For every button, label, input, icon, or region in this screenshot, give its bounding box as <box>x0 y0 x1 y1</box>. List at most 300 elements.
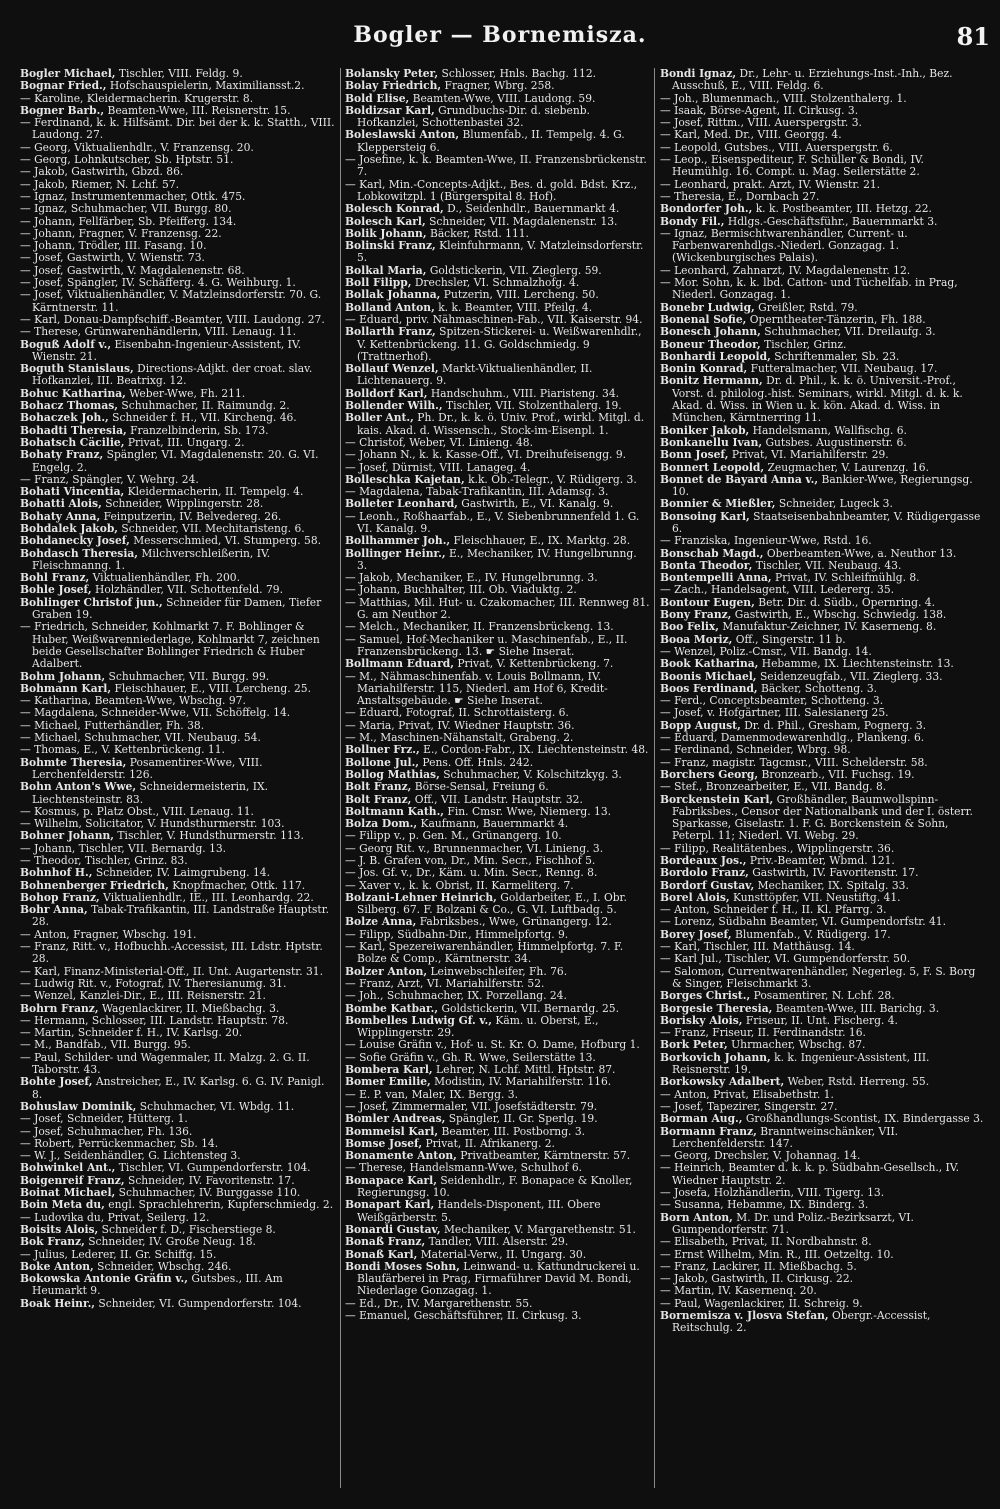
entry-details: Dr., IV. Margarethenstr. 55. <box>380 1296 533 1310</box>
entry-details: Tischler, III. Matthäusg. 14. <box>700 940 855 954</box>
entry-details: Hdlgs.-Geschäftsführ., Bauernmarkt 3. <box>724 214 938 228</box>
entry-name: Borey Josef, <box>660 927 732 941</box>
entry-details: Viktualienhdlr., V. Franzensg. 20. <box>70 140 254 154</box>
entry-details: Wagenlackirer, II. Schreig. 9. <box>700 1296 863 1310</box>
entry-details: Kleidermacherin. Krugerstr. 8. <box>83 91 254 105</box>
entry-details: p. Platz Obst., VIII. Lenaug. 11. <box>79 804 254 818</box>
entry-name: Borges Christ., <box>660 989 751 1003</box>
directory-entry <box>20 449 336 474</box>
entry-name: Bohn Anton's Wwe, <box>20 780 137 794</box>
entry-details: Schneider, VI. Gumpendorferstr. 104. <box>95 1296 302 1310</box>
directory-entry <box>20 781 336 806</box>
entry-details: Leinwand- u. Kattundruckerei u. Blaufärberei in Prag, Firmaführer David M. Bondi, Niederlage Gonzagag. 1. <box>357 1259 640 1298</box>
entry-name: — Karl, <box>20 964 61 978</box>
entry-details: Tischler, VII. Neubaug. 43. <box>752 558 902 572</box>
entry-details: Schneidermeisterin, IX. Liechtensteinstr. 83. <box>32 780 268 806</box>
entry-details: Handschuhm., VIII. Piaristeng. 34. <box>427 386 620 400</box>
entry-name: Bohatsch Cäcilie, <box>20 435 125 449</box>
directory-entry <box>345 1175 650 1200</box>
directory-entry <box>660 966 986 991</box>
entry-details: Modistin, IV. Mariahilferstr. 116. <box>430 1075 612 1089</box>
entry-name: Bork Peter, <box>660 1038 728 1052</box>
entry-details: k. k. lbd. Catton- und Tüchelfab. in Prag, Niederl. Gonzagag. 1. <box>672 276 958 302</box>
entry-details: Tischler, Grinz. <box>760 337 847 351</box>
entry-name: Boke Anton, <box>20 1259 94 1273</box>
entry-details: Beamter, III. Postborng. 3. <box>438 1124 586 1138</box>
entry-name: — Katharina, <box>20 694 92 708</box>
entry-name: — Ferdinand, <box>20 116 93 130</box>
directory-entry <box>20 1052 336 1077</box>
entry-details: Pens. Off. Hnls. 242. <box>419 755 534 769</box>
entry-name: Boll Filipp, <box>345 276 412 290</box>
entry-name: Bolik Johann, <box>345 226 427 240</box>
entry-details: Fragner, Wbrg. 258. <box>441 79 555 93</box>
entry-details: Ritt. v., Hofbuchh.-Accessist, III. Ldstr. Hptstr. 28. <box>32 940 323 966</box>
entry-details: Beamter d. k. k. p. Südbahn-Gesellsch., IV. Wiedner Hauptstr. 2. <box>672 1161 960 1187</box>
entry-details: Schilder- und Wagenmaler, II. Malzg. 2. G. II. Taborstr. 43. <box>32 1050 310 1077</box>
entry-name: — Paul, <box>20 1050 61 1064</box>
entry-details: Privat, II. Nordbahnstr. 8. <box>728 1235 872 1249</box>
entry-details: k. k. Beamter, VIII. Pfeilg. 4. <box>434 300 593 314</box>
directory-entry <box>20 117 336 142</box>
entry-name: — Robert, <box>20 1136 75 1150</box>
entry-name: — Jakob, <box>345 571 393 585</box>
entry-name: Bondi Moses Sohn, <box>345 1259 460 1273</box>
entry-name: Bonschab Magd., <box>660 546 764 560</box>
directory-entry <box>20 363 336 388</box>
entry-details: k. k. Obrist, II. Karmeliterg. 7. <box>405 878 574 892</box>
entry-details: Gutsbes., III. Am Heumarkt 9. <box>32 1272 283 1298</box>
entry-details: magistr. Tagcmsr., VIII. Schelderstr. 58. <box>708 755 928 769</box>
entry-details: Tischler, VI. Gumpendorferstr. 50. <box>721 952 911 966</box>
entry-name: — Karl, <box>660 940 701 954</box>
entry-name: Bohnhof H., <box>20 866 93 880</box>
directory-entry <box>345 412 650 437</box>
directory-entry <box>20 339 336 364</box>
entry-name: Boneur Theodor, <box>660 337 761 351</box>
entry-details: Tischler, Grinz. 83. <box>81 854 188 867</box>
entry-name: Bonnert Leopold, <box>660 460 765 474</box>
entry-details: Priv.-Beamter, Wbmd. 121. <box>746 854 895 867</box>
directory-entry <box>345 154 650 179</box>
directory-entry <box>660 68 986 93</box>
entry-details: Gastwirth, E., Wbschg. Schwiedg. 138. <box>731 608 947 622</box>
entry-details: Handelsagent, VIII. Ledererg. 35. <box>707 583 895 597</box>
entry-name: — Karl, <box>20 312 61 326</box>
directory-entry <box>20 289 336 314</box>
entry-details: priv. Nähmaschinen-Fab., VII. Kaiserstr. 94. <box>402 312 643 326</box>
entry-name: — Anton, <box>660 1087 710 1101</box>
entry-details: Buchhalter, III. Ob. Viaduktg. 2. <box>400 583 577 597</box>
entry-name: — Christof, <box>345 435 406 449</box>
entry-name: — Karl, <box>660 128 701 142</box>
entry-details: Lederer, II. Gr. Schiffg. 15. <box>67 1247 217 1261</box>
entry-details: Mil. Hut- u. Czakomacher, III. Rennweg 81. G. am Neuthor 2. <box>357 595 650 622</box>
entry-details: Dr. d. Phil., k. k. ö. Universit.-Prof., Vorst. d. philolog.-hist. Seminars, wirkl. Mitgl. d. k. k. Akad. d. Wiss. in Wien u. k. kön. Akad. d. Wiss. in München, Kärntnerring 11. <box>672 374 963 425</box>
entry-details: Blumenmach., VIII. Stolzenthalerg. 1. <box>698 91 907 105</box>
entry-details: Betr. Dir. d. Südb., Opernring. 4. <box>754 595 936 609</box>
entry-details: Knopfmacher, Ottk. 117. <box>168 878 306 892</box>
entry-details: Dr., Lehr- u. Erziehungs-Inst.-Inh., Bez. Ausschuß, E., VIII. Feldg. 6. <box>672 68 953 93</box>
entry-name: — Ferd., <box>660 694 706 708</box>
entry-name: — Georg, <box>20 140 71 154</box>
entry-details: Milchverschleißerin, IV. Fleischmanng. 1. <box>32 546 271 572</box>
entry-details: Dr., Min. Secr., Fischhof 5. <box>447 854 596 867</box>
entry-name: — Magdalena, <box>345 485 423 499</box>
entry-name: Bohl Franz, <box>20 571 90 585</box>
entry-name: Bolay Friedrich, <box>345 79 442 93</box>
entry-name: — Ed., <box>345 1296 381 1310</box>
entry-name: Bogler Michael, <box>20 68 116 80</box>
column-3 <box>660 68 986 1488</box>
entry-details: Posamentirer, N. Lchf. 28. <box>750 989 895 1003</box>
entry-name: — Anton, <box>660 903 710 917</box>
entry-details: Schuhmacher, IV. Burggasse 110. <box>115 1186 301 1200</box>
column-divider <box>340 68 341 1488</box>
entry-details: Kunsttöpfer, VII. Neustiftg. 41. <box>729 890 901 904</box>
entry-name: — Jos. Gf. v., <box>345 866 413 880</box>
entry-details: Gh. R. Wwe, Seilerstätte 13. <box>438 1050 596 1064</box>
entry-name: Bolt Franz, <box>345 792 412 806</box>
entry-name: — Georg, <box>660 1149 711 1163</box>
entry-name: Borisky Alois, <box>660 1013 743 1027</box>
entry-name: Bondi Ignaz, <box>660 68 737 80</box>
entry-details: Tandler, VIII. Alserstr. 29. <box>425 1235 569 1249</box>
entry-details: Schlosser, III. Landstr. Hauptstr. 78. <box>88 1013 289 1027</box>
entry-name: — Melch., <box>345 620 400 634</box>
entry-name: Boisits Alois, <box>20 1222 99 1236</box>
entry-details: Mechaniker, E., IV. Hungelbrunng. 3. <box>392 571 598 585</box>
entry-details: Seidenhdlr., F. Bonapace & Knoller, Regierungsg. 10. <box>357 1173 633 1200</box>
entry-details: Directions-Adjkt. der croat. slav. Hofkanzlei, III. Beatrixg. 12. <box>32 362 313 388</box>
entry-name: Bold Elise, <box>345 91 410 105</box>
entry-name: Bony Franz, <box>660 608 732 622</box>
entry-details: k. k. Ingenieur-Assistent, III. Reisnerstr. 19. <box>672 1050 930 1077</box>
entry-details: Lehrer, N. Lchf. Mittl. Hptstr. 87. <box>432 1063 616 1077</box>
entry-name: — Kosmus, <box>20 804 80 818</box>
directory-entry <box>20 597 336 622</box>
entry-name: Book Katharina, <box>660 657 759 671</box>
entry-details: Franzelbinderin, Sb. 173. <box>126 423 269 437</box>
entry-details: Off., Singerstr. 11 b. <box>732 632 846 646</box>
entry-name: — Ignaz, <box>20 202 68 216</box>
entry-name: — Leonhard, <box>660 177 730 191</box>
entry-details: Privat, Elisabethstr. 1. <box>709 1087 834 1101</box>
entry-name: Bohuc Katharina, <box>20 386 126 400</box>
entry-details: Spängler, II. Gr. Sperlg. 19. <box>445 1112 598 1126</box>
directory-entry <box>660 154 986 179</box>
directory-entry <box>20 757 336 782</box>
entry-details: Kaufmann, Bauernmarkt 4. <box>417 817 569 831</box>
entry-name: Bonaß Franz, <box>345 1235 426 1249</box>
entry-details: Solicitator, V. Hundsthurmerstr. 103. <box>81 817 285 831</box>
entry-details: Eisenbahn-Ingenieur-Assistent, IV. Wienstr. 21. <box>32 337 302 363</box>
entry-details: Fleischhauer, E., VIII. Lercheng. 25. <box>111 681 311 695</box>
entry-name: Bolansky Peter, <box>345 68 439 80</box>
directory-entry <box>660 1162 986 1187</box>
entry-name: — Franz, <box>20 940 69 954</box>
entry-details: Dr. d. Phil., Gresham, Pognerg. 3. <box>740 718 927 732</box>
directory-entry <box>345 941 650 966</box>
entry-details: Wagenlackirer, II. Mießbachg. 3. <box>98 1001 280 1015</box>
entry-details: Gastwirth, V. Wienstr. 73. <box>63 251 205 265</box>
entry-details: Schneider f. H., VII. Kircheng. 46. <box>108 411 297 425</box>
entry-details: Seidenzeugfab., VII. Zieglerg. 33. <box>756 669 943 683</box>
entry-name: Bolze Anna, <box>345 915 417 929</box>
entry-details: Eisenspediteur, F. Schüller & Bondi, IV. Heumühlg. 16. Compt. u. Mag. Seilerstätte 2. <box>672 153 924 179</box>
entry-name: Boinat Michael, <box>20 1186 116 1200</box>
entry-name: Bopp August, <box>660 718 741 732</box>
entry-details: Arzt, VI. Mariahilferstr. 52. <box>393 976 545 990</box>
entry-details: Handels-Disponent, III. Obere Weißgärberstr. 5. <box>357 1198 601 1224</box>
entry-name: Bollhammer Joh., <box>345 534 451 548</box>
entry-name: Boleslawski Anton, <box>345 128 460 142</box>
entry-details: Zahnarzt, IV. Magdalenenstr. 12. <box>729 263 911 277</box>
entry-name: Borkowsky Adalbert, <box>660 1075 785 1089</box>
entry-details: Manufaktur-Zeichner, IV. Kaserneng. 8. <box>719 620 937 634</box>
directory-entry <box>20 1273 336 1298</box>
entry-name: Bonapace Karl, <box>345 1173 437 1187</box>
entry-name: — Susanna, <box>660 1198 724 1212</box>
directory-entry <box>660 511 986 536</box>
running-head: Bogler — Bornemisza. <box>353 22 647 48</box>
entry-details: Hofschauspielerin, Maximiliansst.2. <box>106 79 305 93</box>
directory-entry <box>660 375 986 424</box>
entry-details: Fragner, V. Franzensg. 22. <box>75 226 222 240</box>
entry-name: — Therese, <box>20 325 82 339</box>
entry-details: Maler, IX. Bergg. 3. <box>408 1087 518 1101</box>
entry-details: Fin. Cmsr. Wwe, Niemerg. 13. <box>444 804 612 818</box>
entry-details: Gutsbes. Augustinerstr. 6. <box>762 435 907 449</box>
entry-name: — Josef, <box>345 460 389 474</box>
entry-details: E., Mechaniker, IV. Hungelbrunng. 3. <box>357 546 637 572</box>
entry-details: Gastwirth, IV. Favoritenstr. 17. <box>748 866 919 880</box>
entry-name: Bomer Emilie, <box>345 1075 431 1089</box>
entry-name: Bohacz Thomas, <box>20 399 118 413</box>
entry-name: Bollak Johanna, <box>345 288 441 302</box>
entry-details: Schneider f. H., II. Kl. Pfarrg. 3. <box>709 903 887 917</box>
entry-name: — Georg, <box>20 153 71 167</box>
entry-name: Bonn Josef, <box>660 448 729 462</box>
entry-details: Drechsler, VI. Schmalzhofg. 4. <box>411 276 580 290</box>
entry-details: Gastwirth, V. Magdalenenstr. 68. <box>63 263 245 277</box>
entry-name: Boo Felix, <box>660 620 720 634</box>
entry-details: Schuhmacher, Fh. 136. <box>63 1124 193 1138</box>
entry-name: — Jakob, <box>660 1272 708 1286</box>
entry-name: Bollender Wilh., <box>345 399 443 413</box>
entry-details: Drechsler, V. Johannag. 14. <box>710 1149 861 1163</box>
entry-details: Dürnist, VIII. Lanageg. 4. <box>388 460 531 474</box>
entry-details: Schlosser, Hnls. Bachg. 112. <box>438 68 597 80</box>
directory-entry <box>345 671 650 708</box>
entry-name: — Franz, <box>20 472 69 486</box>
entry-details: Friseur, II. Ferdinandstr. 16. <box>708 1026 866 1040</box>
entry-details: Schuhmacher, VII. Burgg. 99. <box>105 669 270 683</box>
entry-details: Tischler, VIII. Feldg. 9. <box>115 68 243 80</box>
entry-details: Bankier-Wwe, Regierungsg. 10. <box>672 472 973 499</box>
entry-name: Bohaty Franz, <box>20 448 104 462</box>
entry-details: Privat, VI. Mariahilferstr. 29. <box>728 448 889 462</box>
entry-name: Bollauf Wenzel, <box>345 362 439 376</box>
entry-name: — Karl, <box>345 177 386 191</box>
entry-name: Bokowska Antonie Gräfin v., <box>20 1272 188 1286</box>
entry-name: — Josef, <box>20 263 64 277</box>
entry-details: Schneider, IV. Große Neug. 18. <box>84 1235 256 1249</box>
entry-name: Bonitz Hermann, <box>660 374 763 388</box>
page-header <box>0 22 1000 56</box>
entry-name: Born Anton, <box>660 1210 733 1224</box>
directory-entry <box>345 363 650 388</box>
entry-details: Privat, IV. Wiedner Hauptstr. 36. <box>394 718 575 732</box>
entry-details: Beamten-Wwe, VIII. Laudong. 59. <box>409 91 596 105</box>
directory-entry <box>20 1298 336 1310</box>
entry-name: Bomse Josef, <box>345 1136 423 1150</box>
entry-details: Fellfärber, Sb. Pfeifferg. 134. <box>75 214 237 228</box>
entry-name: Bombera Karl, <box>345 1063 433 1077</box>
entry-details: Gastwirth, Gbzd. 86. <box>67 165 184 179</box>
entry-details: Min.-Concepts-Adjkt., Bes. d. gold. Bdst. Krz., Lobkowitzpl. 1 (Bürgerspital 8. Hof). <box>357 177 638 203</box>
entry-details: Schneider, IV. Laimgrubeng. 14. <box>92 866 270 880</box>
directory-entry <box>660 794 986 843</box>
entry-name: — Ludovika du, <box>20 1210 105 1224</box>
entry-name: Bollinger Heinr., <box>345 546 446 560</box>
directory-entry <box>345 129 650 154</box>
directory-entry <box>345 105 650 130</box>
entry-details: Hebamme, IX. Liechtensteinstr. 13. <box>758 657 954 671</box>
entry-details: Tabak-Trafikantin, III. Adamsg. 3. <box>422 485 609 499</box>
entry-details: Käm. u. Oberst, E., Wipplingerstr. 29. <box>357 1013 599 1040</box>
entry-details: Lohnkutscher, Sb. Hptstr. 51. <box>70 153 234 167</box>
entry-details: Tapezirer, Singerstr. 27. <box>703 1099 838 1113</box>
column-2 <box>345 68 650 1488</box>
entry-name: — Josefa, <box>660 1186 711 1200</box>
entry-name: — Ignaz, <box>660 226 708 240</box>
entry-details: Brunnenmacher, VI. Linieng. 3. <box>429 841 604 855</box>
entry-details: Kleidermacherin, II. Tempelg. 4. <box>124 485 304 499</box>
entry-name: Bondorfer Joh., <box>660 202 753 216</box>
directory-entry <box>345 179 650 204</box>
directory-entry <box>345 1015 650 1040</box>
entry-name: Bohrn Franz, <box>20 1001 99 1015</box>
entry-details: Finanz-Ministerial-Off., II. Unt. Augartenstr. 31. <box>60 964 323 978</box>
directory-entry <box>345 240 650 265</box>
entry-name: Bombe Katbar., <box>345 1001 439 1015</box>
entry-name: — M., <box>20 1038 52 1052</box>
entry-details: Kanzlei-Dir., E., III. Reisnerstr. 21. <box>76 989 266 1003</box>
entry-name: Bohdasch Theresia, <box>20 546 139 560</box>
entry-name: Bohuslaw Dominik, <box>20 1099 137 1113</box>
entry-name: — Samuel, <box>345 632 403 646</box>
entry-name: — E. P. van, <box>345 1087 409 1101</box>
entry-details: Bäcker, Schotteng. 3. <box>757 681 878 695</box>
entry-details: Schuhmacher, VI. Wbdg. 11. <box>136 1099 295 1113</box>
entry-name: Bonta Theodor, <box>660 558 753 572</box>
entry-details: prakt. Arzt, IV. Wienstr. 21. <box>729 177 881 191</box>
directory-entry <box>345 597 650 622</box>
entry-name: Bontempelli Anna, <box>660 571 772 585</box>
entry-name: Bonardi Gustav, <box>345 1222 441 1236</box>
entry-details: E., Dornbach 27. <box>724 189 820 203</box>
entry-name: Boller Ant., <box>345 411 414 425</box>
entry-details: Schneider-Wwe, VII. Schöffelg. 14. <box>97 706 291 720</box>
entry-name: — Josef, <box>345 1099 389 1113</box>
directory-entry <box>660 228 986 265</box>
entry-details: M. Dr. und Poliz.-Bezirksarzt, VI. Gumpendorferstr. 71. <box>672 1210 914 1236</box>
entry-name: Bonapart Karl, <box>345 1198 435 1212</box>
entry-name: Bondy Fil., <box>660 214 725 228</box>
entry-details: Schneider, VII. Magdalenenstr. 13. <box>425 214 618 228</box>
entry-name: Bohdanecky Josef, <box>20 534 130 548</box>
entry-details: Ingenieur-Wwe, Rstd. 16. <box>730 534 872 548</box>
entry-name: — Eduard, <box>660 731 718 745</box>
entry-details: Viktualienhändler, V. Matzleinsdorferstr. 70. G. Kärntnerstr. 11. <box>32 288 322 314</box>
entry-name: Bordolo Franz, <box>660 866 749 880</box>
entry-details: Handelsmann, Wallfischg. 6. <box>749 423 907 437</box>
entry-details: Perrückenmacher, Sb. 14. <box>74 1136 219 1150</box>
entry-details: Anstreicher, E., IV. Karlsg. 6. G. IV. Panigl. 8. <box>32 1075 325 1101</box>
directory-entry <box>660 1126 986 1151</box>
entry-details: Viktualienhändler, Fh. 200. <box>89 571 240 585</box>
entry-details: Spängler, V. Wehrg. 24. <box>68 472 199 486</box>
entry-name: Bohadti Theresia, <box>20 423 127 437</box>
entry-name: Bollmann Eduard, <box>345 657 454 671</box>
entry-name: Bollone Jul., <box>345 755 420 769</box>
entry-name: Boos Ferdinand, <box>660 681 758 695</box>
entry-name: Bohm Johann, <box>20 669 106 683</box>
entry-name: — Johann, <box>345 583 401 597</box>
entry-details: Schneider, Kohlmarkt 7. F. Bohlinger & Huber, Weißwarenniederlage, Kohlmarkt 7, zeichnen beide Gesellschafter Bohlinger Friedrich & Huber Adalbert. <box>32 620 320 671</box>
entry-details: Bronzearb., VII. Fuchsg. 19. <box>758 767 915 781</box>
entry-details: k. k. Hilfsämt. Dir. bei der k. k. Statth., VIII. Laudong. 27. <box>32 116 335 142</box>
entry-name: Bonin Konrad, <box>660 362 748 376</box>
entry-name: Bordeaux Jos., <box>660 854 747 867</box>
entry-name: Boltmann Kath., <box>345 804 445 818</box>
entry-name: Bohte Josef, <box>20 1075 93 1089</box>
entry-details: Hof-Mechaniker u. Maschinenfab., E., II. Franzensbrückeng. 13. ☛ Siehe Inserat. <box>357 632 628 658</box>
entry-details: Operntheater-Tänzerin, Fh. 188. <box>746 312 926 326</box>
entry-name: Bonsoing Karl, <box>660 509 750 523</box>
entry-details: Med. Dr., VIII. Georgg. 4. <box>700 128 842 142</box>
entry-name: Borgesie Theresia, <box>660 1001 773 1015</box>
entry-details: Fotograf, II. Schrottaisterg. 6. <box>402 706 569 720</box>
entry-details: Maschinen-Nähanstalt, Grabeng. 2. <box>376 731 574 745</box>
entry-name: Bonnier & Mießler, <box>660 497 776 511</box>
entry-details: Gutsbes., VIII. Auerspergstr. 6. <box>720 140 893 154</box>
entry-name: Bolleter Leonhard, <box>345 497 458 511</box>
entry-name: Bolleschka Kajetan, <box>345 472 465 486</box>
entry-details: k. k. Kasse-Off., VI. Dreihufeisengg. 9. <box>415 448 627 462</box>
entry-name: — Filipp, <box>345 927 394 941</box>
entry-name: Bolzer Anton, <box>345 964 428 978</box>
entry-details: Weber, VI. Linieng. 48. <box>405 435 533 449</box>
entry-name: — Leonhard, <box>660 263 730 277</box>
entry-details: Spängler, VI. Magdalenenstr. 20. G. VI. Engelg. 2. <box>32 448 319 474</box>
entry-details: Realitätenbes., Wipplingerstr. 36. <box>708 841 895 855</box>
entry-name: Bolza Dom., <box>345 817 418 831</box>
entry-name: — Lorenz, <box>660 915 715 929</box>
entry-name: Boigenreif Franz, <box>20 1173 125 1187</box>
column-1 <box>20 68 336 1488</box>
entry-details: Privat, III. Ungarg. 2. <box>124 435 245 449</box>
entry-name: — Johann, <box>20 226 76 240</box>
entry-name: — Josef, <box>20 288 64 302</box>
entry-name: — Karoline, <box>20 91 84 105</box>
entry-name: — Theresia, <box>660 189 725 203</box>
entry-details: E., V. Kettenbrückeng. 11. <box>79 743 225 757</box>
entry-details: Beamten-Wwe, Wbschg. 97. <box>91 694 246 708</box>
entry-name: — Eduard, <box>345 706 403 720</box>
directory-entry <box>345 892 650 917</box>
